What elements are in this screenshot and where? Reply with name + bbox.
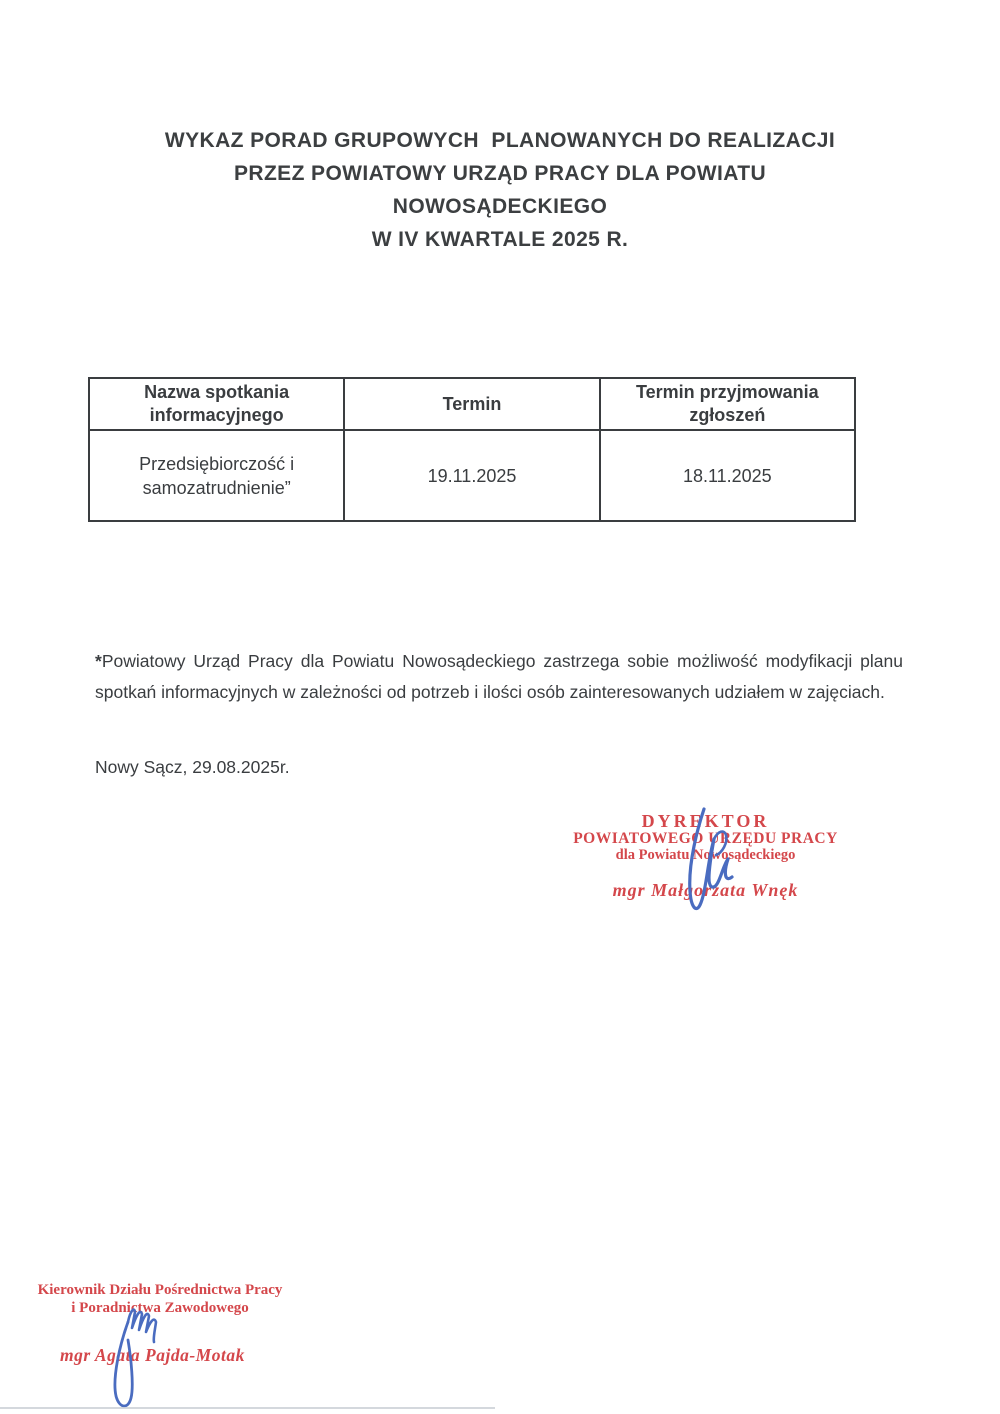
scan-artifact-line <box>0 1407 495 1409</box>
footnote-asterisk: * <box>95 651 102 671</box>
kierownik-stamp-line2: i Poradnictwa Zawodowego <box>71 1300 249 1316</box>
kierownik-stamp-line1: Kierownik Działu Pośrednictwa Pracy <box>37 1282 283 1298</box>
meetings-table <box>88 377 856 522</box>
title-line-4: W IV KWARTALE 2025 R. <box>371 228 629 251</box>
title-line-3: NOWOSĄDECKIEGO <box>392 195 608 218</box>
cell-termin: 19.11.2025 <box>344 430 599 521</box>
table-row <box>89 430 855 521</box>
document-title <box>0 124 1000 256</box>
footnote-paragraph <box>95 646 903 708</box>
title-line-2: PRZEZ POWIATOWY URZĄD PRACY DLA POWIATU <box>233 162 767 185</box>
cell-termin-zgloszen: 18.11.2025 <box>600 430 855 521</box>
director-stamp-office: POWIATOWEGO URZĘDU PRACY <box>573 830 838 847</box>
director-stamp-title: DYREKTOR <box>641 811 770 831</box>
header-termin: Termin <box>344 378 599 430</box>
director-stamp <box>553 812 858 901</box>
director-stamp-name: mgr Małgorzata Wnęk <box>612 880 799 900</box>
title-line-1: WYKAZ PORAD GRUPOWYCH PLANOWANYCH DO REALIZACJI <box>164 129 836 152</box>
header-termin-zgloszen: Termin przyjmowania zgłoszeń <box>600 378 855 430</box>
director-stamp-region: dla Powiatu Nowosądeckiego <box>615 847 796 863</box>
cell-meeting-name: Przedsiębiorczość i samozatrudnienie” <box>89 430 344 521</box>
footnote-text: Powiatowy Urząd Pracy dla Powiatu Nowosądeckiego zastrzega sobie możliwość modyfikacji planu spotkań informacyjnych w zależności od potrzeb i ilości osób zainteresowanych udziałem w zajęciach. <box>95 651 903 702</box>
kierownik-stamp <box>30 1281 290 1366</box>
kierownik-stamp-name: mgr Agata Pajda-Motak <box>60 1345 245 1365</box>
place-date-line: Nowy Sącz, 29.08.2025r. <box>95 757 290 777</box>
header-meeting-name: Nazwa spotkania informacyjnego <box>89 378 344 430</box>
table-header-row <box>89 378 855 430</box>
